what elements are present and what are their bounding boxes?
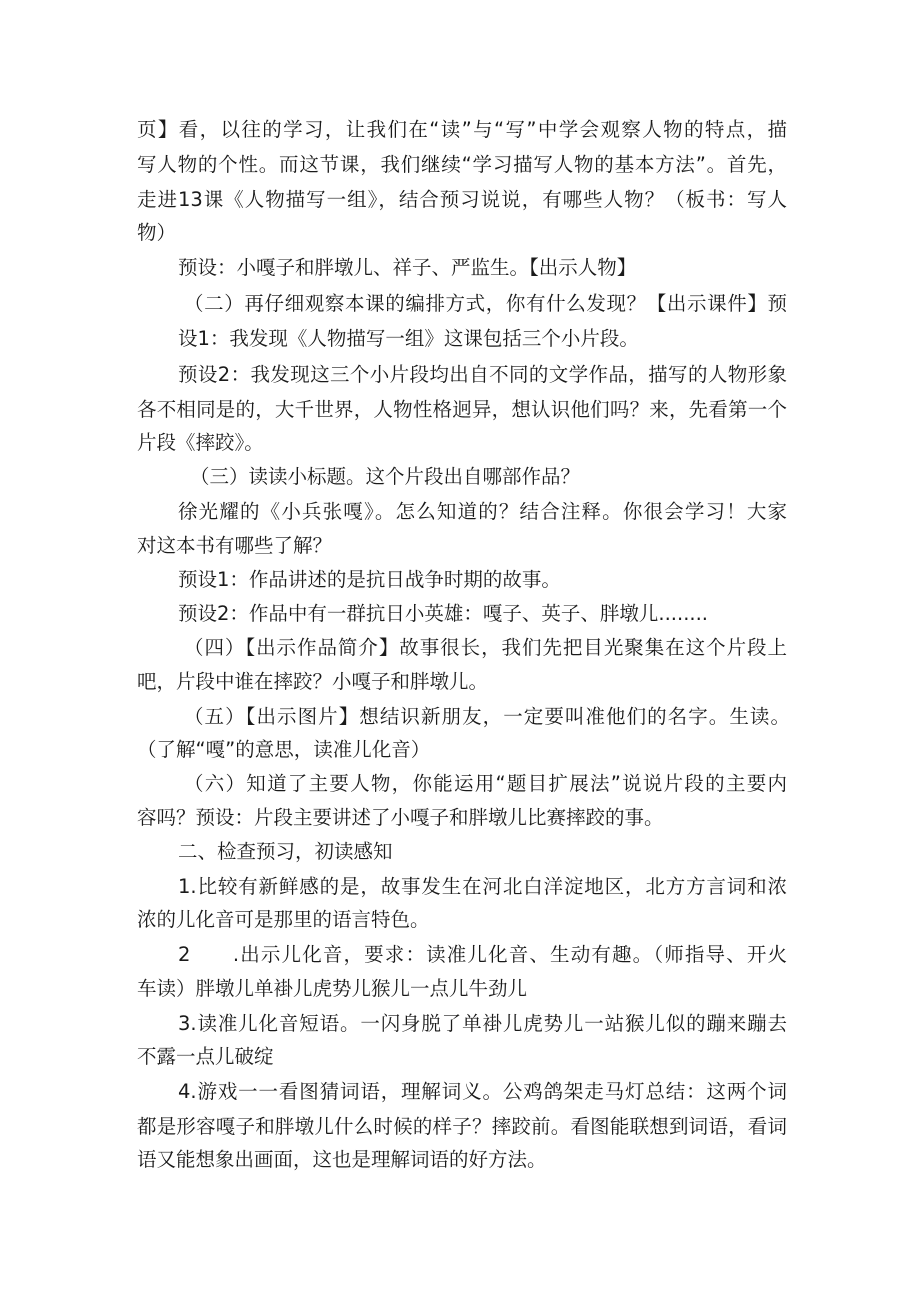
text-line: （五）【出示图片】想结识新朋友，一定要叫准他们的名字。生读。 (184, 705, 790, 728)
text-line: 3.读准儿化音短语。一闪身脱了单褂儿虎势儿一站猴儿似的蹦来蹦去 (178, 1012, 787, 1035)
text-line: 写人物的个性。而这节课，我们继续“学习描写人物的基本方法”。首先， (137, 153, 787, 176)
text-line: 都是形容嘎子和胖墩儿什么时候的样子？摔跤前。看图能联想到词语，看词 (137, 1115, 787, 1138)
text-line: 物） (137, 221, 177, 244)
text-line: （四）【出示作品简介】故事很长，我们先把目光聚集在这个片段上 (184, 636, 787, 659)
text-line: 对这本书有哪些了解？ (137, 534, 333, 557)
text-line: 徐光耀的《小兵张嘎》。怎么知道的？结合注释。你很会学习！大家 (178, 500, 787, 523)
text-line: （六）知道了主要人物，你能运用“题目扩展法”说说片段的主要内 (184, 772, 787, 795)
text-line: 预设2：作品中有一群抗日小英雄：嘎子、英子、胖墩儿........ (178, 602, 708, 625)
text-line: 预设1：作品讲述的是抗日战争时期的故事。 (178, 568, 561, 591)
text-line: 二、检查预习，初读感知 (178, 840, 393, 863)
text-line: 各不相同是的，大千世界，人物性格迥异，想认识他们吗？来，先看第一个 (137, 398, 787, 421)
text-line: 吧，片段中谁在摔跤？小嘎子和胖墩儿。 (137, 670, 489, 693)
text-line: （二）再仔细观察本课的编排方式，你有什么发现？【出示课件】预 (184, 292, 787, 315)
text-line: 1.比较有新鲜感的是，故事发生在河北白洋淀地区，北方方言词和浓 (178, 875, 787, 898)
text-line: （了解“嘎”的意思，读准儿化音） (137, 738, 431, 761)
text-line: 走进13课《人物描写一组》，结合预习说说，有哪些人物？（板书：写人 (137, 188, 787, 211)
text-line: 2 .出示儿化音，要求：读准儿化音、生动有趣。（师指导、开火 (178, 943, 787, 966)
text-line: 容吗？预设：片段主要讲述了小嘎子和胖墩儿比赛摔跤的事。 (137, 806, 664, 829)
text-line: 不露一点儿破绽 (137, 1045, 274, 1068)
text-line: （三）读读小标题。这个片段出自哪部作品？ (190, 465, 581, 488)
text-line: 预设2：我发现这三个小片段均出自不同的文学作品，描写的人物形象 (178, 363, 787, 386)
text-line: 车读）胖墩儿单褂儿虎势儿猴儿一点儿牛劲儿 (137, 977, 528, 1000)
text-line: 页】看，以往的学习，让我们在“读”与“写”中学会观察人物的特点，描 (137, 118, 787, 141)
text-line: 浓的儿化音可是那里的语言特色。 (137, 908, 430, 931)
text-line: 设1：我发现《人物描写一组》这课包括三个小片段。 (178, 327, 639, 350)
text-line: 片段《摔跤》。 (137, 431, 264, 454)
text-line: 4.游戏一一看图猜词语，理解词义。公鸡鸽架走马灯总结：这两个词 (178, 1080, 787, 1103)
text-line: 语又能想象出画面，这也是理解词语的好方法。 (137, 1148, 547, 1171)
text-line: 预设：小嘎子和胖墩儿、祥子、严监生。【出示人物】 (178, 256, 637, 279)
